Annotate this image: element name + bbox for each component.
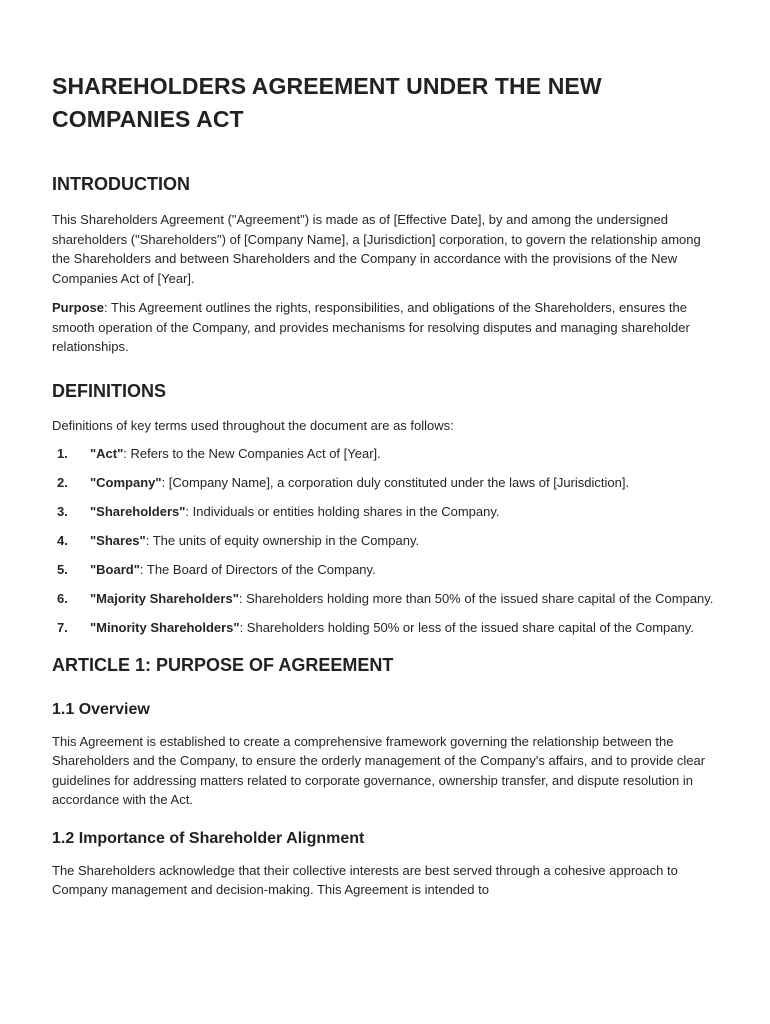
definition-body	[90, 502, 718, 522]
purpose-text: : This Agreement outlines the rights, responsibilities, and obligations of the Shareholders, ensures the smooth operation of the Company, and provides mechanisms for resolving disputes and managing shareholder relationships.	[52, 300, 690, 354]
definition-item-board	[52, 560, 718, 580]
section-1-2-heading: 1.2 Importance of Shareholder Alignment	[52, 829, 365, 847]
definition-item-act	[52, 444, 718, 464]
definition-term: "Minority Shareholders"	[90, 620, 240, 635]
definition-term: "Company"	[90, 475, 162, 490]
list-number: 4.	[57, 533, 68, 548]
definition-text: : The Board of Directors of the Company.	[139, 562, 376, 577]
definition-body	[90, 560, 718, 580]
section-1-2-paragraph: The Shareholders acknowledge that their collective interests are best served through a cohesive approach to Company management and decision-making. This Agreement is intended to	[52, 862, 678, 897]
introduction-heading: INTRODUCTION	[52, 174, 190, 194]
definitions-heading: DEFINITIONS	[52, 380, 167, 401]
definition-item-shareholders	[52, 502, 718, 522]
definition-body	[90, 531, 718, 551]
definitions-intro: Definitions of key terms used throughout the document are as follows:	[52, 417, 454, 433]
definition-body	[90, 589, 718, 609]
article-1-heading: ARTICLE 1: PURPOSE OF AGREEMENT	[52, 654, 394, 675]
definition-body	[90, 444, 718, 464]
definition-term: "Board"	[90, 562, 140, 577]
definition-text: : Individuals or entities holding shares in the Company.	[185, 504, 500, 519]
document-title: SHAREHOLDERS AGREEMENT UNDER THE NEW COMPANIES ACT	[52, 73, 602, 132]
list-number: 1.	[57, 446, 68, 461]
definitions-list	[52, 444, 718, 638]
definition-term: "Majority Shareholders"	[90, 591, 239, 606]
list-number: 3.	[57, 504, 68, 519]
definition-term: "Shares"	[90, 533, 146, 548]
definition-term: "Act"	[90, 446, 124, 461]
definition-text: : The units of equity ownership in the Company.	[145, 533, 420, 548]
definition-item-shares	[52, 531, 718, 551]
purpose-paragraph	[52, 298, 718, 357]
definition-text: : Shareholders holding more than 50% of the issued share capital of the Company.	[238, 591, 714, 606]
definition-text: : Shareholders holding 50% or less of the issued share capital of the Company.	[239, 620, 694, 635]
definition-body	[90, 618, 718, 638]
definition-item-minority-shareholders	[52, 618, 718, 638]
definition-item-majority-shareholders	[52, 589, 718, 609]
definition-term: "Shareholders"	[90, 504, 186, 519]
introduction-paragraph: This Shareholders Agreement ("Agreement") is made as of [Effective Date], by and among the undersigned shareholders ("Shareholders") of [Company Name], a [Jurisdiction] corporation, to govern the relationship among the Shareholders and between Shareholders and the Company in accordance with the provisions of the New Companies Act of [Year].	[52, 212, 701, 286]
section-1-1-paragraph: This Agreement is established to create a comprehensive framework governing the relationship between the Shareholders and the Company, to ensure the orderly management of the Company's affairs, and to provide clear guidelines for addressing matters related to corporate governance, ownership transfer, and dispute resolution in accordance with the Act.	[52, 733, 706, 807]
list-number: 2.	[57, 475, 68, 490]
section-1-1-heading: 1.1 Overview	[52, 700, 150, 718]
definition-text: : [Company Name], a corporation duly constituted under the laws of [Jurisdiction].	[161, 475, 630, 490]
list-number: 5.	[57, 562, 68, 577]
definition-body	[90, 473, 718, 493]
list-number: 6.	[57, 591, 68, 606]
definition-item-company	[52, 473, 718, 493]
definition-text: : Refers to the New Companies Act of [Year].	[123, 446, 381, 461]
purpose-label: Purpose	[52, 300, 105, 315]
list-number: 7.	[57, 620, 68, 635]
